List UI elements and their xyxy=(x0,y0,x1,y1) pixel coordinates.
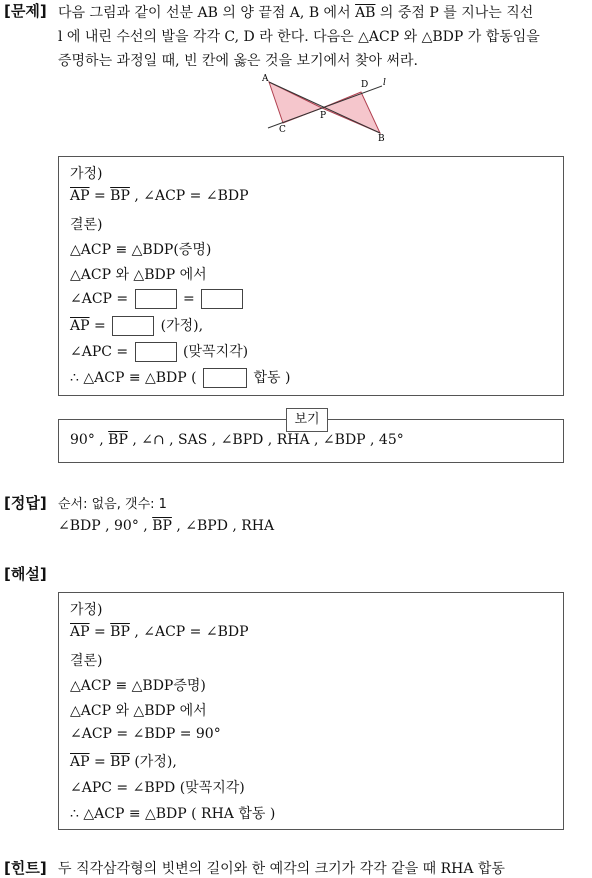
proof-text: (맞꼭지각) xyxy=(178,344,249,360)
label-d: D xyxy=(361,80,369,90)
answer-text: , ∠BPD , RHA xyxy=(171,518,275,534)
problem-text: 다음 그림과 같이 선분 AB 의 양 끝점 A, B 에서 xyxy=(58,5,351,21)
explanation-line-3: 결론) xyxy=(70,653,103,669)
label-c: C xyxy=(279,125,286,135)
equals: = xyxy=(89,624,111,640)
segment-bp: $\overline{BP}$ xyxy=(110,624,130,640)
explanation-text: (가정), xyxy=(129,754,177,770)
proof-line-4: △ACP ≡ △BDP(증명) xyxy=(70,242,212,258)
proof-text: (가정), xyxy=(156,318,204,334)
answer-line xyxy=(58,518,274,534)
segment-ap: $\overline{AP}$ xyxy=(70,624,90,640)
explanation-label: [해설] xyxy=(4,565,47,583)
proof-line-7 xyxy=(70,315,203,336)
blank-5[interactable] xyxy=(203,368,247,388)
label-a: A xyxy=(262,74,269,84)
problem-text: 의 중점 P 를 지나는 직선 xyxy=(379,5,534,21)
answer-text: ∠BDP , 90° , xyxy=(58,518,153,534)
blank-2[interactable] xyxy=(201,289,243,309)
problem-line-3: 증명하는 과정일 때, 빈 칸에 옳은 것을 보기에서 찾아 써라. xyxy=(58,53,419,69)
explanation-line-9: ∴ △ACP ≡ △BDP ( RHA 합동 ) xyxy=(70,806,276,822)
choice-text: , ∠∩ , SAS , ∠BPD , RHA , ∠BDP , 45° xyxy=(127,432,404,448)
explanation-line-7 xyxy=(70,751,177,771)
problem-label: [문제] xyxy=(4,2,47,20)
choices-line xyxy=(70,432,404,448)
equals: = xyxy=(89,318,111,334)
proof-line-8 xyxy=(70,341,248,362)
segment-bp: $\overline{BP}$ xyxy=(110,188,130,204)
proof-line-5: △ACP 와 △BDP 에서 xyxy=(70,267,207,283)
segment-ap: $\overline{AP}$ xyxy=(70,188,90,204)
proof-line-2 xyxy=(70,188,249,204)
explanation-line-5: △ACP 와 △BDP 에서 xyxy=(70,703,207,719)
proof-text: ∴ △ACP ≡ △BDP ( xyxy=(70,370,202,386)
answer-label: [정답] xyxy=(4,494,47,512)
hint-label: [힌트] xyxy=(4,859,47,877)
explanation-text: , ∠ACP = ∠BDP xyxy=(129,624,249,640)
problem-line-2: l 에 내린 수선의 발을 각각 C, D 라 한다. 다음은 △ACP 와 △BDP 가 합동임을 xyxy=(58,29,540,45)
equals: = xyxy=(89,754,111,770)
explanation-line-6: ∠ACP = ∠BDP = 90° xyxy=(70,726,221,742)
explanation-box xyxy=(58,592,564,830)
proof-text: , ∠ACP = ∠BDP xyxy=(129,188,249,204)
segment-bp: $\overline{BP}$ xyxy=(110,754,130,770)
geometry-figure xyxy=(258,72,394,144)
label-l: l xyxy=(383,78,386,88)
segment-bp: $\overline{BP}$ xyxy=(152,518,172,534)
proof-line-6 xyxy=(70,289,245,309)
proof-text: ∠ACP = xyxy=(70,291,133,307)
equals: = xyxy=(89,188,111,204)
explanation-line-2 xyxy=(70,624,249,640)
proof-text: 합동 ) xyxy=(249,370,291,386)
explanation-line-8: ∠APC = ∠BPD (맞꼭지각) xyxy=(70,780,245,796)
segment-bp: $\overline{BP}$ xyxy=(108,432,128,448)
blank-4[interactable] xyxy=(135,342,177,362)
proof-line-3: 결론) xyxy=(70,217,103,233)
label-p: P xyxy=(320,111,327,121)
choices-legend: 보기 xyxy=(286,408,328,432)
triangle-bdp xyxy=(322,92,380,133)
explanation-line-1: 가정) xyxy=(70,602,103,618)
proof-line-9 xyxy=(70,367,290,388)
segment-ab: $\overline{AB}$ xyxy=(355,5,376,21)
choice-text: 90° , xyxy=(70,432,109,448)
proof-box xyxy=(58,156,564,396)
proof-line-1: 가정) xyxy=(70,166,103,182)
segment-ap: $\overline{AP}$ xyxy=(70,318,90,334)
blank-3[interactable] xyxy=(112,316,154,336)
problem-line-1 xyxy=(58,2,533,22)
answer-meta: 순서: 없음, 갯수: 1 xyxy=(58,497,167,512)
equals: = xyxy=(178,291,200,307)
hint-text: 두 직각삼각형의 빗변의 길이와 한 예각의 크기가 각각 같을 때 RHA 합동 xyxy=(58,861,505,877)
proof-text: ∠APC = xyxy=(70,344,133,360)
segment-ap: $\overline{AP}$ xyxy=(70,754,90,770)
blank-1[interactable] xyxy=(135,289,177,309)
label-b: B xyxy=(378,134,385,144)
explanation-line-4: △ACP ≡ △BDP증명) xyxy=(70,678,206,694)
